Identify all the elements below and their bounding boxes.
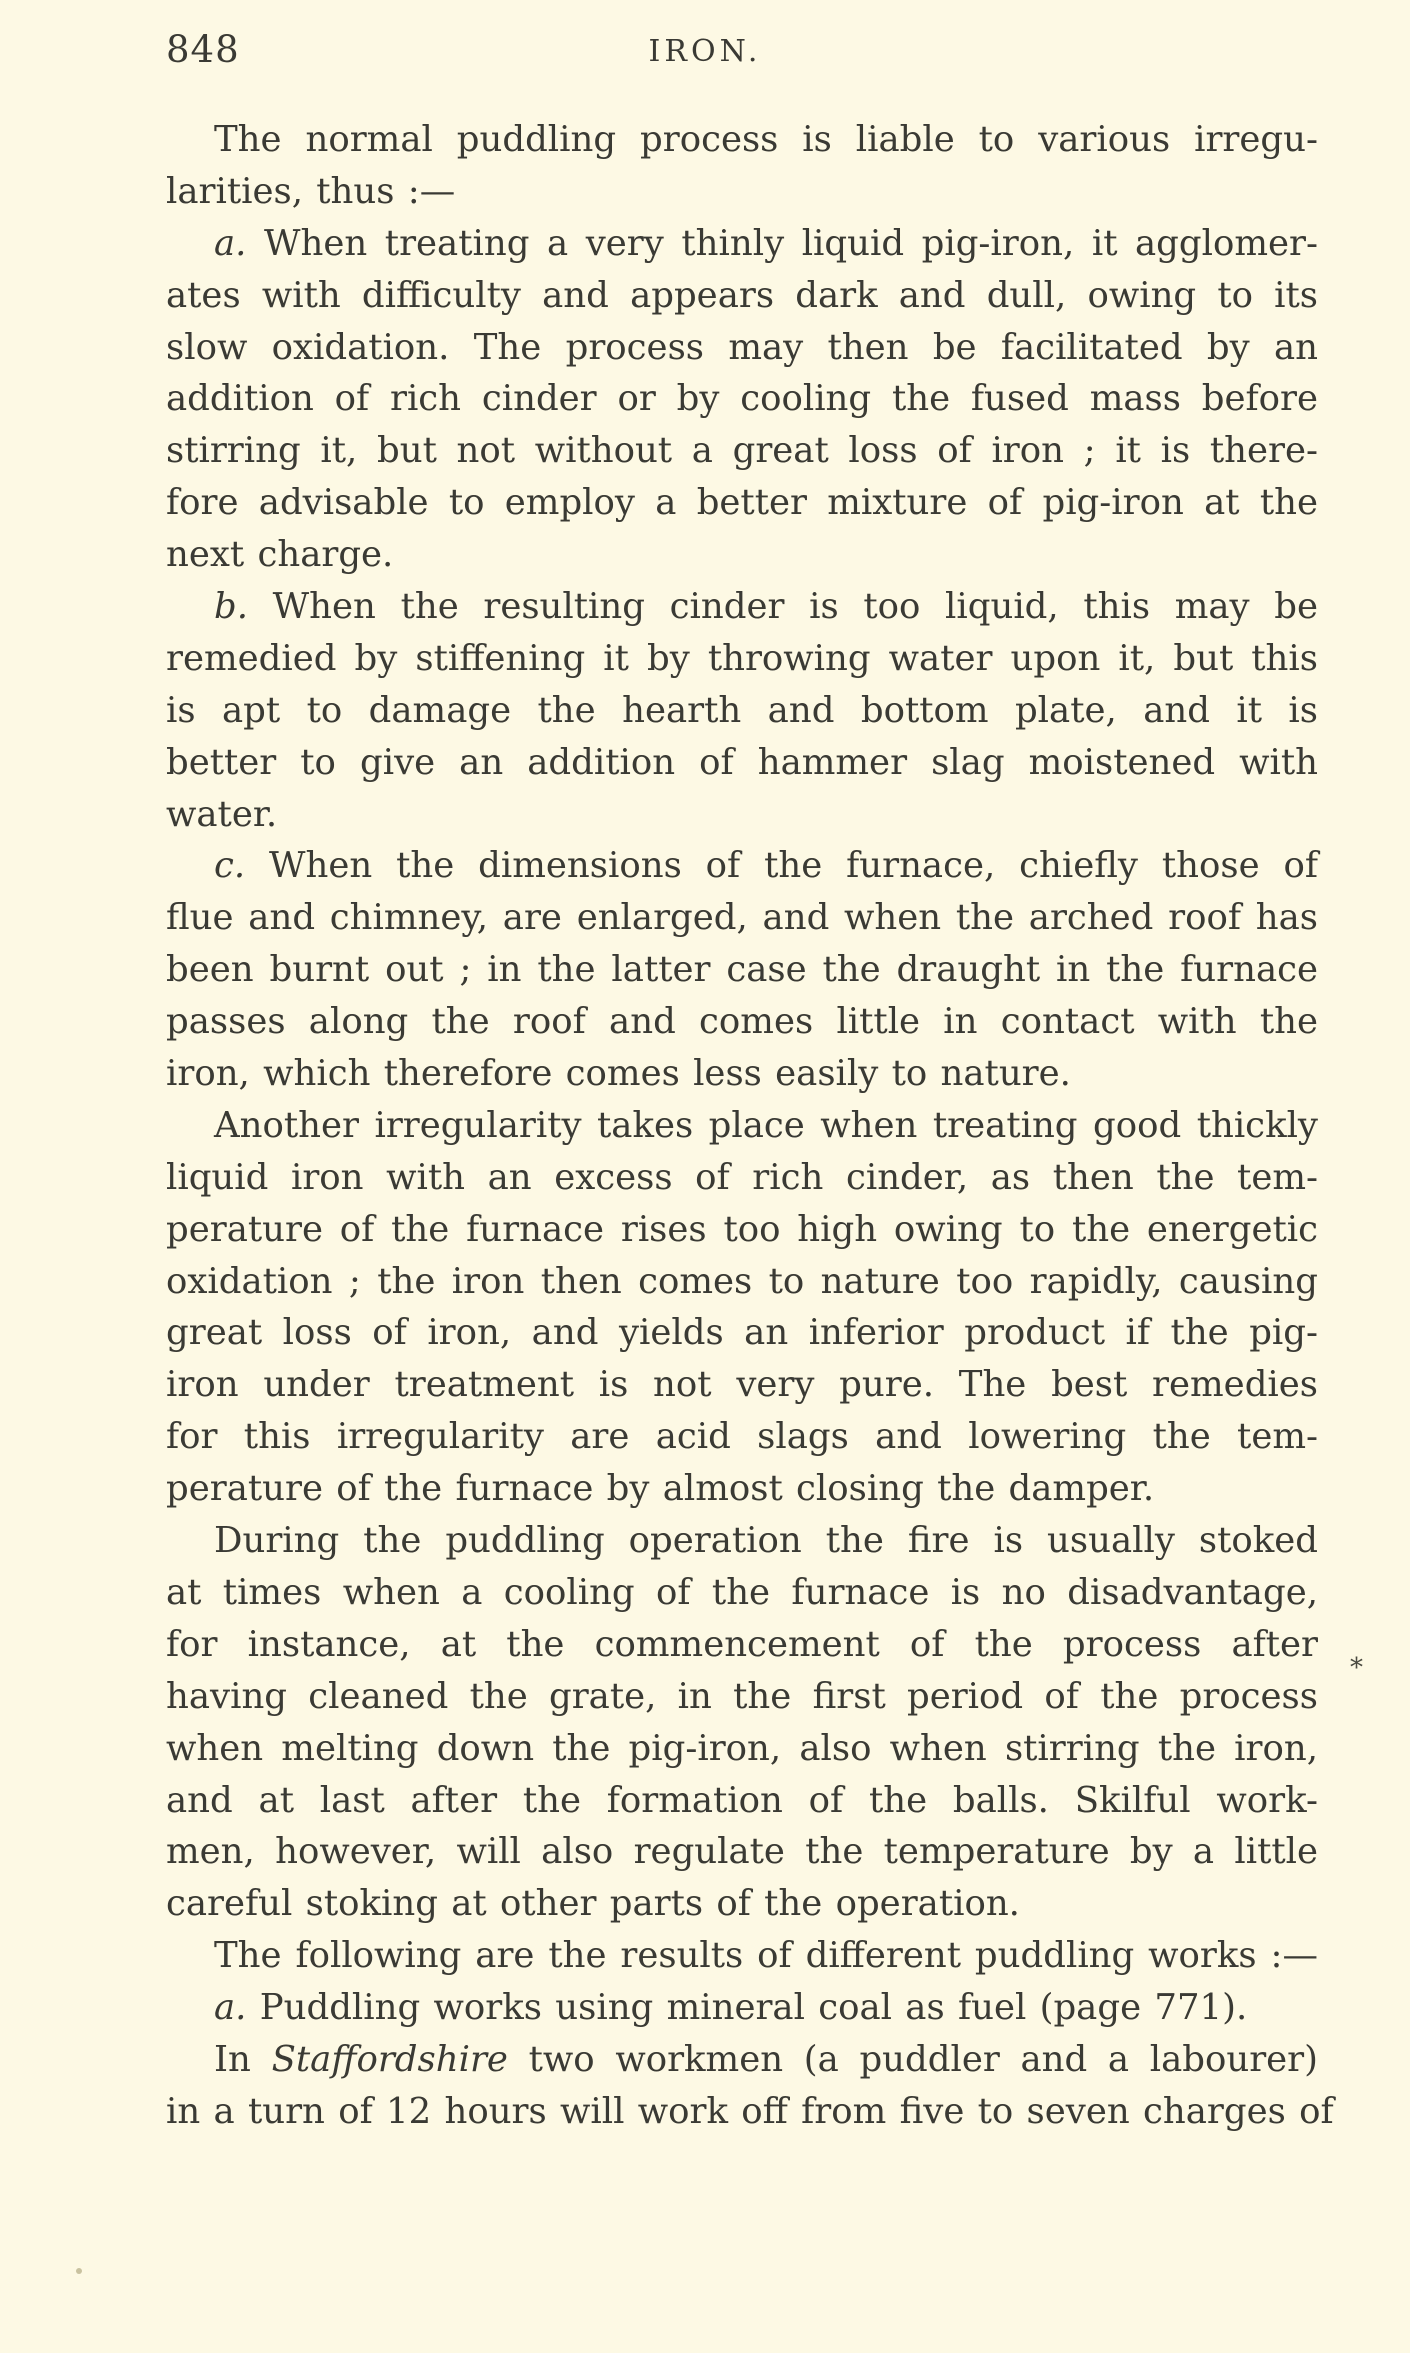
text-line — [166, 1515, 1318, 1567]
text-line — [166, 1100, 1318, 1152]
text-line — [166, 1359, 1318, 1411]
text-line — [166, 685, 1318, 737]
text-line — [166, 2086, 1334, 2138]
text-line — [166, 425, 1318, 477]
text-line — [166, 322, 1318, 374]
paper-speck — [76, 2268, 82, 2274]
line-text: When the resulting cinder is too liquid, this may be — [248, 586, 1318, 628]
line-text: is apt to damage the hearth and bottom plate, and it is — [166, 689, 1318, 731]
text-line — [166, 1048, 1318, 1100]
line-text: liquid iron with an excess of rich cinder, as then the tem- — [166, 1156, 1318, 1198]
line-text: When the dimensions of the furnace, chiefly those of — [245, 845, 1318, 887]
line-text: addition of rich cinder or by cooling the fused mass before — [166, 378, 1318, 420]
line-text: men, however, will also regulate the temperature by a little — [166, 1831, 1318, 1873]
line-text: iron, which therefore comes less easily to nature. — [166, 1053, 1071, 1095]
text-line — [166, 114, 1318, 166]
line-text: better to give an addition of hammer slag moistened with — [166, 741, 1318, 783]
text-line — [166, 789, 1318, 841]
text-line — [166, 1152, 1318, 1204]
text-line — [166, 477, 1318, 529]
line-text: next charge. — [166, 534, 394, 576]
text-line — [166, 1878, 1318, 1930]
line-text: Another irregularity takes place when treating good thickly — [214, 1104, 1318, 1146]
line-text: for this irregularity are acid slags and lowering the tem- — [166, 1416, 1318, 1458]
text-line — [166, 1775, 1318, 1827]
text-line — [166, 270, 1318, 322]
text-line — [166, 737, 1318, 789]
text-line — [166, 1671, 1318, 1723]
text-line — [166, 1619, 1318, 1671]
line-prefix: In — [214, 2038, 272, 2080]
line-text: The following are the results of different puddling works :— — [214, 1935, 1318, 1977]
text-line — [166, 529, 1318, 581]
line-text: great loss of iron, and yields an inferior product if the pig- — [166, 1312, 1318, 1354]
line-text: water. — [166, 793, 278, 835]
text-line — [166, 581, 1318, 633]
body-text — [166, 114, 1334, 2138]
text-line — [166, 1411, 1318, 1463]
line-text: for instance, at the commencement of the process after — [166, 1623, 1318, 1665]
italic-place-name: Staffordshire — [271, 2038, 508, 2080]
text-line — [166, 892, 1318, 944]
page-number: 848 — [166, 28, 240, 71]
line-text: been burnt out ; in the latter case the draught in the furnace — [166, 949, 1318, 991]
line-text: During the puddling operation the fire is usually stoked — [214, 1520, 1318, 1562]
text-line — [166, 166, 1318, 218]
text-line — [166, 2034, 1318, 2086]
line-text: perature of the furnace rises too high owing to the energetic — [166, 1208, 1318, 1250]
list-marker: b. — [214, 586, 249, 628]
text-line — [166, 1723, 1318, 1775]
text-line — [166, 1982, 1318, 2034]
text-line — [166, 218, 1318, 270]
text-line — [166, 1204, 1318, 1256]
line-text: passes along the roof and comes little in contact with the — [166, 1001, 1318, 1043]
text-line — [166, 1826, 1318, 1878]
line-text: The normal puddling process is liable to various irregu- — [214, 119, 1318, 160]
line-text: careful stoking at other parts of the operation. — [166, 1883, 1020, 1925]
text-line — [166, 1567, 1318, 1619]
line-text: iron under treatment is not very pure. The best remedies — [166, 1364, 1318, 1406]
text-line — [166, 633, 1318, 685]
list-marker: a. — [214, 222, 247, 264]
margin-asterisk-mark: * — [1350, 1653, 1363, 1683]
line-text: remedied by stiffening it by throwing water upon it, but this — [166, 637, 1318, 679]
line-text: oxidation ; the iron then comes to nature too rapidly, causing — [166, 1260, 1318, 1302]
text-line — [166, 996, 1318, 1048]
list-marker: c. — [214, 845, 246, 887]
line-text: and at last after the formation of the balls. Skilful work- — [166, 1779, 1318, 1821]
text-line — [166, 1930, 1318, 1982]
line-text: in a turn of 12 hours will work off from five to seven charges of — [166, 2090, 1334, 2132]
line-text: larities, thus :— — [166, 170, 456, 212]
line-text: when melting down the pig-iron, also when stirring the iron, — [166, 1727, 1318, 1769]
list-marker: a. — [214, 1987, 247, 2029]
line-text: fore advisable to employ a better mixture of pig-iron at the — [166, 482, 1318, 524]
text-line — [166, 1463, 1318, 1515]
line-text: having cleaned the grate, in the first period of the process — [166, 1675, 1318, 1717]
line-text: Puddling works using mineral coal as fuel (page 771). — [246, 1987, 1248, 2029]
line-text: slow oxidation. The process may then be facilitated by an — [166, 326, 1318, 368]
text-line — [166, 1307, 1318, 1359]
line-text: perature of the furnace by almost closing the damper. — [166, 1468, 1155, 1510]
line-text: two workmen (a puddler and a labourer) — [507, 2038, 1319, 2080]
line-text: ates with difficulty and appears dark and dull, owing to its — [166, 274, 1318, 316]
text-line — [166, 944, 1318, 996]
line-text: stirring it, but not without a great loss of iron ; it is there- — [166, 430, 1318, 472]
text-line — [166, 840, 1318, 892]
line-text: When treating a very thinly liquid pig-iron, it agglomer- — [246, 222, 1318, 264]
text-line — [166, 373, 1318, 425]
line-text: at times when a cooling of the furnace is no disadvantage, — [166, 1571, 1318, 1613]
line-text: flue and chimney, are enlarged, and when the arched roof has — [166, 897, 1318, 939]
text-line — [166, 1256, 1318, 1308]
running-head: IRON. — [648, 34, 762, 69]
